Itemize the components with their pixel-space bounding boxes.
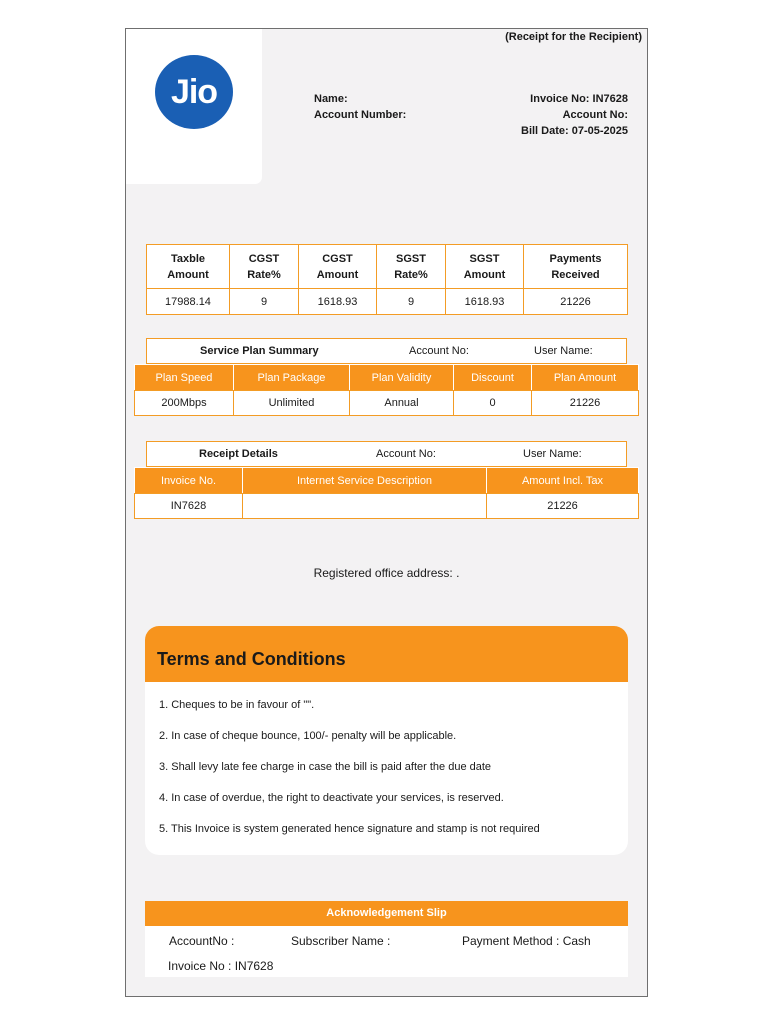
registered-office-address: Registered office address: . <box>313 566 460 580</box>
term-item-2: 2. In case of cheque bounce, 100/- penalty will be applicable. <box>159 730 457 742</box>
service-plan-title: Service Plan Summary <box>200 345 319 357</box>
account-number-label: Account Number: <box>314 109 407 121</box>
term-item-5: 5. This Invoice is system generated hence signature and stamp is not required <box>159 823 540 835</box>
service-plan-table <box>134 364 639 416</box>
receipt-details-user-name: User Name: <box>523 448 582 460</box>
tax-value-sgst-amount: 1618.93 <box>446 289 524 315</box>
service-plan-header-bar <box>146 338 627 364</box>
service-plan-account-no: Account No: <box>409 345 469 357</box>
invoice-number: Invoice No: IN7628 <box>530 93 628 105</box>
account-no: Account No: <box>562 109 628 121</box>
tax-header-cgst-rate: CGST Rate% <box>230 245 299 289</box>
plan-col-amount: Plan Amount <box>532 365 639 391</box>
tax-header-sgst-amount: SGST Amount <box>446 245 524 289</box>
tax-table <box>146 244 628 315</box>
plan-col-package: Plan Package <box>234 365 350 391</box>
tax-header-taxable: Taxble Amount <box>147 245 230 289</box>
tax-value-payments: 21226 <box>524 289 628 315</box>
term-item-3: 3. Shall levy late fee charge in case the bill is paid after the due date <box>159 761 492 773</box>
receipt-invoice-no: IN7628 <box>135 494 243 519</box>
receipt-details-title: Receipt Details <box>199 448 278 460</box>
tax-value-sgst-rate: 9 <box>377 289 446 315</box>
plan-validity: Annual <box>350 391 454 416</box>
receipt-amount: 21226 <box>487 494 639 519</box>
receipt-details-table <box>134 467 639 519</box>
ack-account-no: AccountNo : <box>169 934 235 948</box>
plan-package: Unlimited <box>234 391 350 416</box>
logo-text: Jio <box>170 72 218 111</box>
receipt-col-amount: Amount Incl. Tax <box>487 468 639 494</box>
tax-header-sgst-rate: SGST Rate% <box>377 245 446 289</box>
receipt-col-invoice: Invoice No. <box>135 468 243 494</box>
tax-value-cgst-rate: 9 <box>230 289 299 315</box>
plan-col-speed: Plan Speed <box>135 365 234 391</box>
jio-logo <box>155 55 233 129</box>
name-label: Name: <box>314 93 348 105</box>
term-item-1: 1. Cheques to be in favour of "". <box>159 699 315 711</box>
plan-amount: 21226 <box>532 391 639 416</box>
tax-value-cgst-amount: 1618.93 <box>299 289 377 315</box>
acknowledgement-slip <box>145 901 628 977</box>
terms-title: Terms and Conditions <box>145 626 628 682</box>
receipt-label: (Receipt for the Recipient) <box>505 31 642 43</box>
receipt-details-header-bar <box>146 441 627 467</box>
plan-col-validity: Plan Validity <box>350 365 454 391</box>
plan-speed: 200Mbps <box>135 391 234 416</box>
tax-header-cgst-amount: CGST Amount <box>299 245 377 289</box>
service-plan-user-name: User Name: <box>534 345 593 357</box>
plan-discount: 0 <box>454 391 532 416</box>
ack-payment-method: Payment Method : Cash <box>462 934 591 948</box>
acknowledgement-title: Acknowledgement Slip <box>145 901 628 926</box>
ack-invoice-no: Invoice No : IN7628 <box>168 959 274 973</box>
terms-card <box>145 626 628 855</box>
ack-subscriber-name: Subscriber Name : <box>291 934 391 948</box>
bill-date: Bill Date: 07-05-2025 <box>521 125 628 137</box>
term-item-4: 4. In case of overdue, the right to deactivate your services, is reserved. <box>159 792 504 804</box>
receipt-details-account-no: Account No: <box>376 448 436 460</box>
receipt-col-description: Internet Service Description <box>243 468 487 494</box>
plan-col-discount: Discount <box>454 365 532 391</box>
tax-header-payments: Payments Received <box>524 245 628 289</box>
receipt-description <box>243 494 487 519</box>
tax-value-taxable: 17988.14 <box>147 289 230 315</box>
